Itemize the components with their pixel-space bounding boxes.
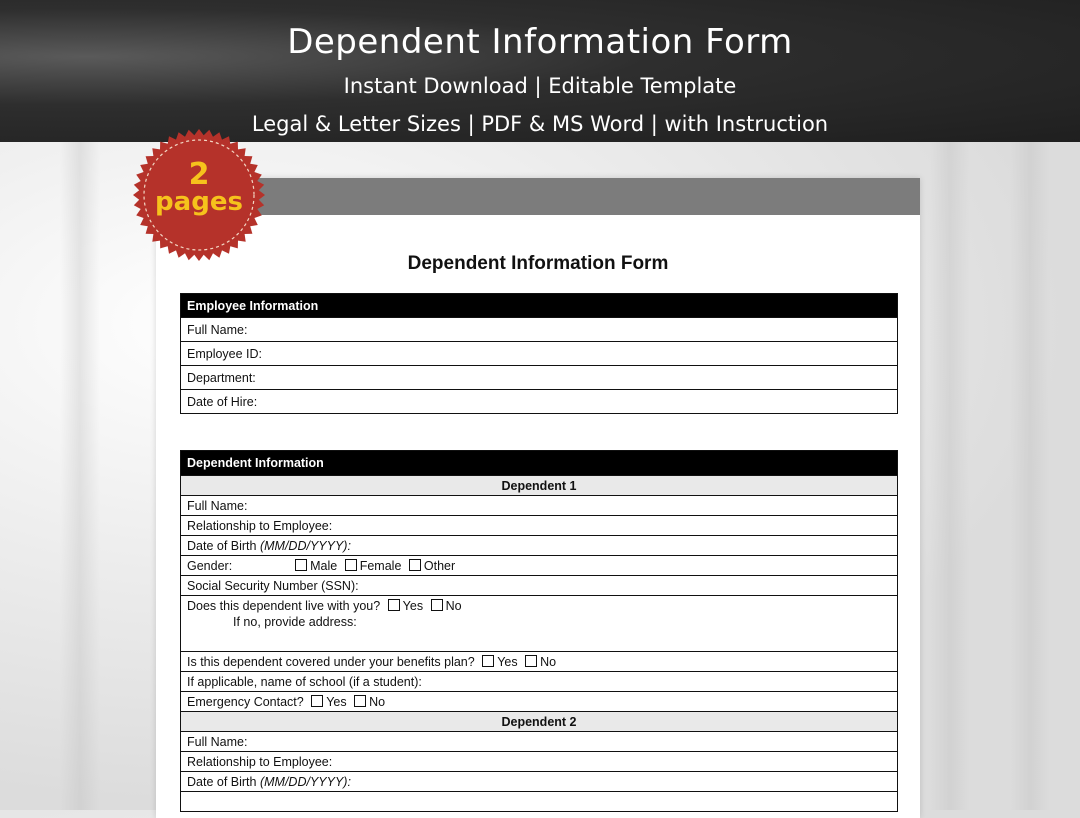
form-title: Dependent Information Form [407, 253, 669, 274]
dob-format: (MM/DD/YYYY): [259, 538, 351, 553]
emp-id-field[interactable]: Employee ID: [181, 342, 898, 366]
form-page [156, 178, 920, 818]
emergency-label: Emergency Contact? [187, 694, 304, 709]
page-header-bar [156, 178, 920, 215]
dep1-relationship-field[interactable]: Relationship to Employee: [181, 516, 898, 536]
covered-no-label: No [540, 654, 557, 669]
dep1-school-field[interactable]: If applicable, name of school (if a student): [181, 672, 898, 692]
emergency-no-checkbox[interactable] [354, 695, 366, 707]
live-with-label: Does this dependent live with you? [187, 599, 381, 613]
pages-badge [132, 128, 266, 262]
address-field[interactable]: If no, provide address: [233, 615, 357, 629]
female-checkbox[interactable] [345, 559, 357, 571]
other-checkbox[interactable] [409, 559, 421, 571]
live-no-label: No [445, 599, 462, 613]
dependent-table [180, 450, 898, 812]
dependent-header: Dependent Information [181, 451, 898, 476]
dep1-dob-field[interactable] [181, 536, 898, 556]
emp-hire-date-field[interactable]: Date of Hire: [181, 390, 898, 414]
badge-word: pages [155, 187, 243, 217]
banner-title: Dependent Information Form [287, 22, 793, 62]
live-yes-checkbox[interactable] [388, 599, 400, 611]
covered-yes-checkbox[interactable] [482, 655, 494, 667]
dependent-1-label: Dependent 1 [181, 476, 898, 496]
banner-subtitle: Instant Download | Editable Template [343, 74, 737, 98]
covered-yes-label: Yes [497, 654, 518, 669]
dep1-ssn-field[interactable]: Social Security Number (SSN): [181, 576, 898, 596]
banner-formats: Legal & Letter Sizes | PDF & MS Word | with Instruction [251, 112, 829, 136]
emp-full-name-field[interactable]: Full Name: [181, 318, 898, 342]
covered-no-checkbox[interactable] [525, 655, 537, 667]
female-label: Female [359, 558, 402, 573]
emergency-yes-label: Yes [326, 694, 347, 709]
male-checkbox[interactable] [295, 559, 307, 571]
emergency-yes-checkbox[interactable] [311, 695, 323, 707]
dob-label: Date of Birth [187, 538, 257, 553]
dob-label: Date of Birth [187, 774, 257, 789]
employee-table [180, 293, 898, 414]
dep2-dob-field[interactable] [181, 772, 898, 792]
dob-format: (MM/DD/YYYY): [259, 774, 351, 789]
live-no-checkbox[interactable] [431, 599, 443, 611]
emp-department-field[interactable]: Department: [181, 366, 898, 390]
covered-label: Is this dependent covered under your benefits plan? [187, 654, 475, 669]
gender-label: Gender: [187, 558, 233, 573]
dep1-covered-field [181, 652, 898, 672]
other-label: Other [423, 558, 456, 573]
emergency-no-label: No [369, 694, 386, 709]
dep1-gender-field [181, 556, 898, 576]
dep2-relationship-field[interactable]: Relationship to Employee: [181, 752, 898, 772]
dep2-gender-partial [181, 792, 898, 812]
badge-number: 2 [188, 157, 210, 192]
dep2-full-name-field[interactable]: Full Name: [181, 732, 898, 752]
live-yes-label: Yes [402, 599, 424, 613]
dep1-emergency-field [181, 692, 898, 712]
employee-header: Employee Information [181, 294, 898, 318]
dependent-2-label: Dependent 2 [181, 712, 898, 732]
dep1-full-name-field[interactable]: Full Name: [181, 496, 898, 516]
dep1-live-with-field [181, 596, 898, 652]
male-label: Male [310, 558, 338, 573]
banner [0, 0, 1080, 142]
